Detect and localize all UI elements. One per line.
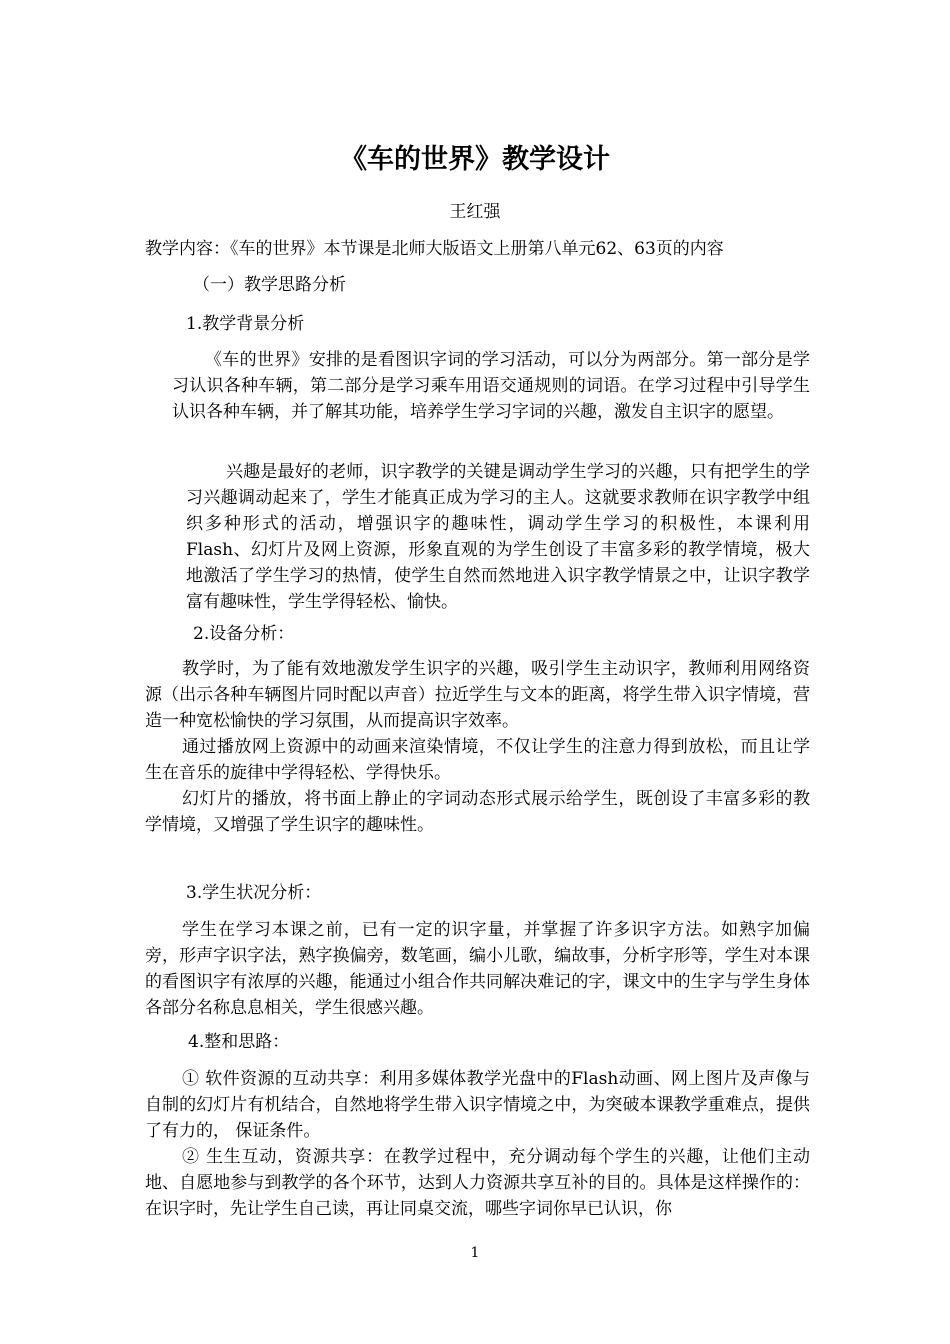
content-line: 教学内容：《车的世界》本节课是北师大版语文上册第八单元62、63页的内容: [145, 239, 724, 259]
sub-heading-3: 3.学生状况分析：: [186, 883, 322, 903]
paragraph-2: 兴趣是最好的老师，识字教学的关键是调动学生学习的兴趣，只有把学生的学习兴趣调动起来了，学生才能真正成为学习的主人。这就要求教师在识字教学中组织多种形式的活动，增强识字的趣味性，调动学生学习的积极性，本课利用Flash、幻灯片及网上资源，形象直观的为学生创设了丰富多彩的教学情境，极大地激活了学生学习的热情，使学生自然而然地进入识字教学情景之中，让识字教学富有趣味性，学生学得轻松、愉快。: [186, 462, 810, 612]
page-number: 1: [470, 1245, 480, 1261]
paragraph-5: 幻灯片的播放，将书面上静止的字词动态形式展示给学生，既创设了丰富多彩的教学情境，又增强了学生识字的趣味性。: [145, 789, 810, 835]
document-title: 《车的世界》教学设计: [340, 144, 610, 175]
author-name: 王红强: [449, 202, 501, 222]
paragraph-3: 教学时，为了能有效地激发学生识字的兴趣，吸引学生主动识字，教师利用网络资源（出示各种车辆图片同时配以声音）拉近学生与文本的距离，将学生带入识字情境，营造一种宽松愉快的学习氛围，从而提高识字效率。: [145, 659, 810, 731]
paragraph-7: ① 软件资源的互动共享：利用多媒体教学光盘中的Flash动画、网上图片及声像与自制的幻灯片有机结合，自然地将学生带入识字情境之中，为突破本课教学重难点，提供了有力的， 保证条件。: [145, 1069, 810, 1141]
paragraph-4: 通过播放网上资源中的动画来渲染情境，不仅让学生的注意力得到放松，而且让学生在音乐的旋律中学得轻松、学得快乐。: [145, 737, 810, 783]
sub-heading-1: 1.教学背景分析: [186, 314, 305, 334]
paragraph-1: 《车的世界》安排的是看图识字词的学习活动，可以分为两部分。第一部分是学习认识各种车辆，第二部分是学习乘车用语交通规则的词语。在学习过程中引导学生认识各种车辆，并了解其功能，培养学生学习字词的兴趣，激发自主识字的愿望。: [172, 350, 810, 422]
paragraph-8: ② 生生互动，资源共享：在教学过程中，充分调动每个学生的兴趣，让他们主动地、自愿地参与到教学的各个环节，达到人力资源共享互补的目的。具体是这样操作的：在识字时，先让学生自己读，再让同桌交流，哪些字词你早已认识，你: [145, 1147, 810, 1219]
sub-heading-2: 2.设备分析：: [193, 624, 295, 644]
sub-heading-4: 4.整和思路：: [188, 1032, 290, 1052]
paragraph-6: 学生在学习本课之前，已有一定的识字量，并掌握了许多识字方法。如熟字加偏旁，形声字识字法，熟字换偏旁，数笔画，编小儿歌，编故事，分析字形等，学生对本课的看图识字有浓厚的兴趣，能通过小组合作共同解决难记的字，课文中的生字与学生身体各部分名称息息相关，学生很感兴趣。: [145, 920, 810, 1018]
section-heading-1: （一）教学思路分析: [193, 275, 346, 295]
